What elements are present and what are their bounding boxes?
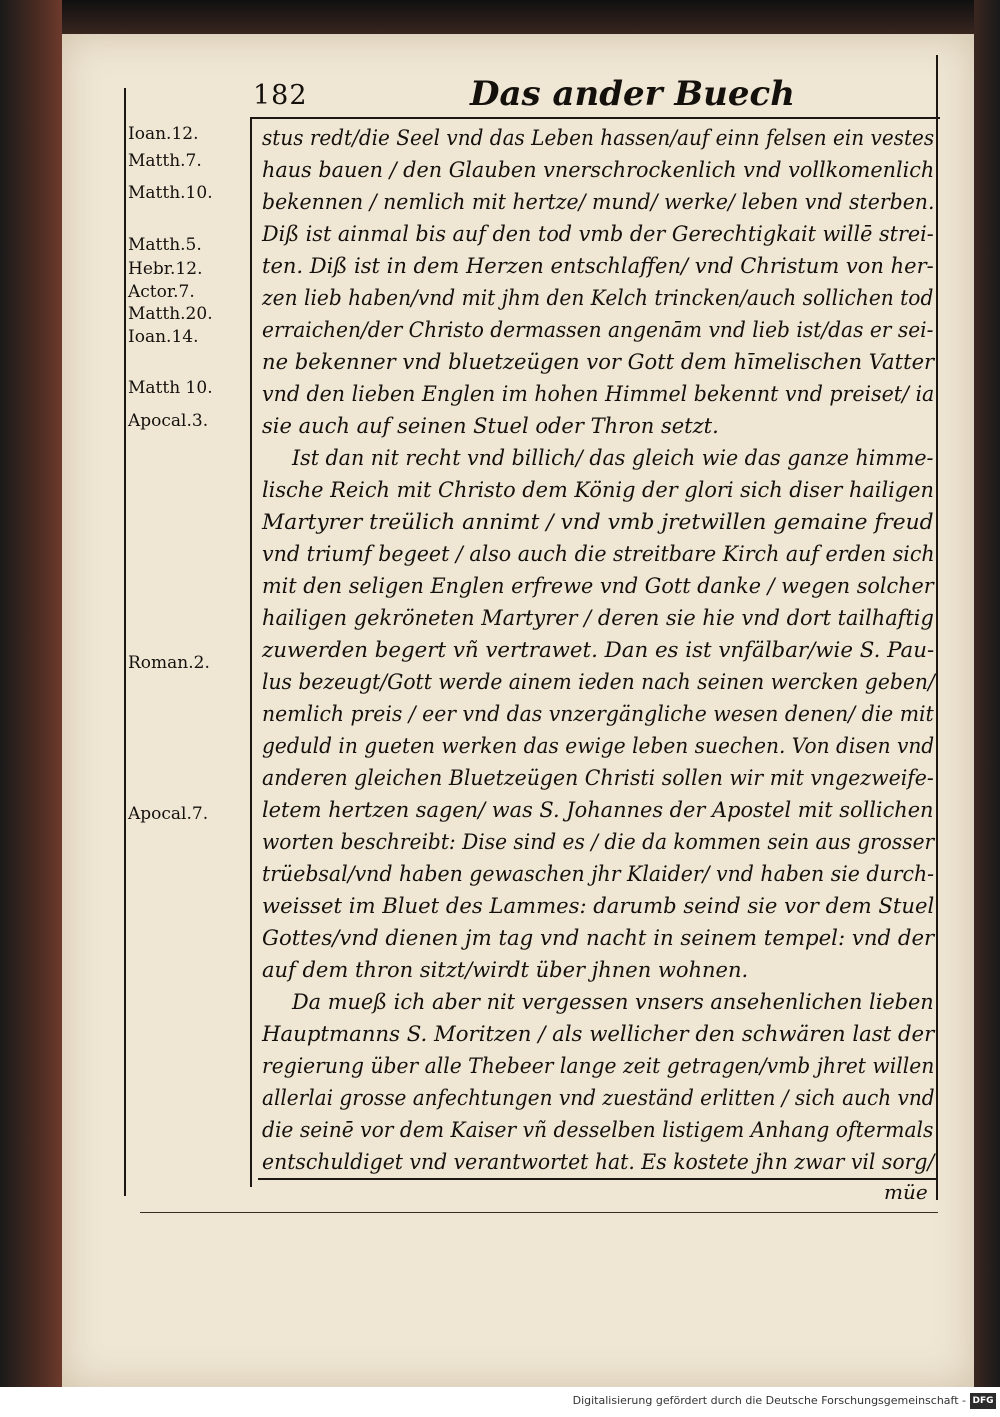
scan-border-right [974, 0, 1000, 1417]
text-line: worten beschreibt: Dise sind es / die da kommen sein aus grosser [262, 830, 935, 854]
text-line: sie auch auf seinen Stuel oder Thron setzt. [262, 414, 719, 438]
catchword: müe [884, 1180, 928, 1204]
running-head: Das ander Buech [470, 74, 795, 114]
margin-note: Matth.7. [128, 151, 202, 171]
margin-note: Roman.2. [128, 653, 210, 673]
text-line: auf dem thron sitzt/wirdt über jhnen wohnen. [262, 958, 749, 982]
margin-note: Ioan.12. [128, 124, 199, 144]
text-line: vnd triumf begeet / also auch die streitbare Kirch auf erden sich [262, 542, 935, 566]
footer-credit: Digitalisierung gefördert durch die Deutsche Forschungsgemeinschaft - [572, 1394, 966, 1407]
margin-rule-right [936, 55, 938, 1200]
text-line: zuwerden begert vñ vertrawet. Dan es ist vnfälbar/wie S. Pau- [262, 638, 935, 662]
margin-note: Apocal.3. [128, 411, 209, 431]
scan-border-top [0, 0, 1000, 36]
text-line: letem hertzen sagen/ was S. Johannes der Apostel mit sollichen [262, 798, 934, 822]
footer-bar [0, 1387, 1000, 1417]
text-line: die seinē vor dem Kaiser vñ desselben listigem Anhang oftermals [262, 1118, 934, 1142]
text-line: ten. Diß ist in dem Herzen entschlaffen/ vnd Christum von her- [262, 254, 934, 278]
footer-rule [258, 1178, 938, 1180]
margin-note: Apocal.7. [128, 804, 209, 824]
text-line: entschuldiget vnd verantwortet hat. Es kostete jhn zwar vil sorg/ [262, 1150, 935, 1174]
text-column-rule [250, 117, 252, 1187]
text-line: zen lieb haben/vnd mit jhm den Kelch trincken/auch sollichen tod [262, 286, 934, 310]
margin-note: Actor.7. [128, 282, 195, 302]
text-line: nemlich preis / eer vnd das vnzergängliche wesen denen/ die mit [262, 702, 934, 726]
margin-note: Hebr.12. [128, 259, 203, 279]
catchword-rule [140, 1212, 938, 1213]
margin-note: Matth.5. [128, 235, 202, 255]
text-line: hailigen gekröneten Martyrer / deren sie hie vnd dort tailhaftig [262, 606, 934, 630]
text-line: vnd den lieben Englen im hohen Himmel bekennt vnd preiset/ ia [262, 382, 935, 406]
margin-note: Matth 10. [128, 378, 213, 398]
text-line: regierung über alle Thebeer lange zeit getragen/vmb jhret willen [262, 1054, 935, 1078]
text-line: Martyrer treülich annimt / vnd vmb jretwillen gemaine freud [262, 510, 934, 534]
dfg-logo: DFG [970, 1393, 996, 1409]
text-line: haus bauen / den Glauben vnerschrockenlich vnd vollkomenlich [262, 158, 935, 182]
text-line: Da mueß ich aber nit vergessen vnsers ansehenlichen lieben [292, 990, 934, 1014]
text-line: weisset im Bluet des Lammes: darumb seind sie vor dem Stuel [262, 894, 935, 918]
text-line: Ist dan nit recht vnd billich/ das gleich wie das ganze himme- [292, 446, 934, 470]
text-line: ne bekenner vnd bluetzeügen vor Gott dem hīmelischen Vatter [262, 350, 935, 374]
scan-border-left [0, 0, 62, 1417]
text-line: mit den seligen Englen erfrewe vnd Gott danke / wegen solcher [262, 574, 934, 598]
header-rule [250, 117, 940, 119]
text-line: geduld in gueten werken das ewige leben suechen. Von disen vnd [262, 734, 935, 758]
text-line: allerlai grosse anfechtungen vnd zueständ erlitten / sich auch vnd [262, 1086, 935, 1110]
margin-note: Ioan.14. [128, 327, 199, 347]
margin-note: Matth.20. [128, 304, 213, 324]
margin-note: Matth.10. [128, 183, 213, 203]
text-line: lus bezeugt/Gott werde ainem ieden nach seinen wercken geben/ [262, 670, 935, 694]
text-line: stus redt/die Seel vnd das Leben hassen/auf einn felsen ein vestes [262, 126, 935, 150]
page-number: 182 [253, 80, 308, 111]
text-line: Gottes/vnd dienen jm tag vnd nacht in seinem tempel: vnd der [262, 926, 935, 950]
text-line: erraichen/der Christo dermassen angenām vnd lieb ist/das er sei- [262, 318, 934, 342]
text-line: lische Reich mit Christo dem König der glori sich diser hailigen [262, 478, 934, 502]
text-line: bekennen / nemlich mit hertze/ mund/ werke/ leben vnd sterben. [262, 190, 935, 214]
text-line: trüebsal/vnd haben gewaschen jhr Klaider/ vnd haben sie durch- [262, 862, 935, 886]
margin-rule-left [124, 88, 126, 1196]
text-line: Diß ist ainmal bis auf den tod vmb der Gerechtigkait willē strei- [262, 222, 934, 246]
text-line: anderen gleichen Bluetzeügen Christi sollen wir mit vngezweife- [262, 766, 934, 790]
text-line: Hauptmanns S. Moritzen / als wellicher den schwären last der [262, 1022, 935, 1046]
